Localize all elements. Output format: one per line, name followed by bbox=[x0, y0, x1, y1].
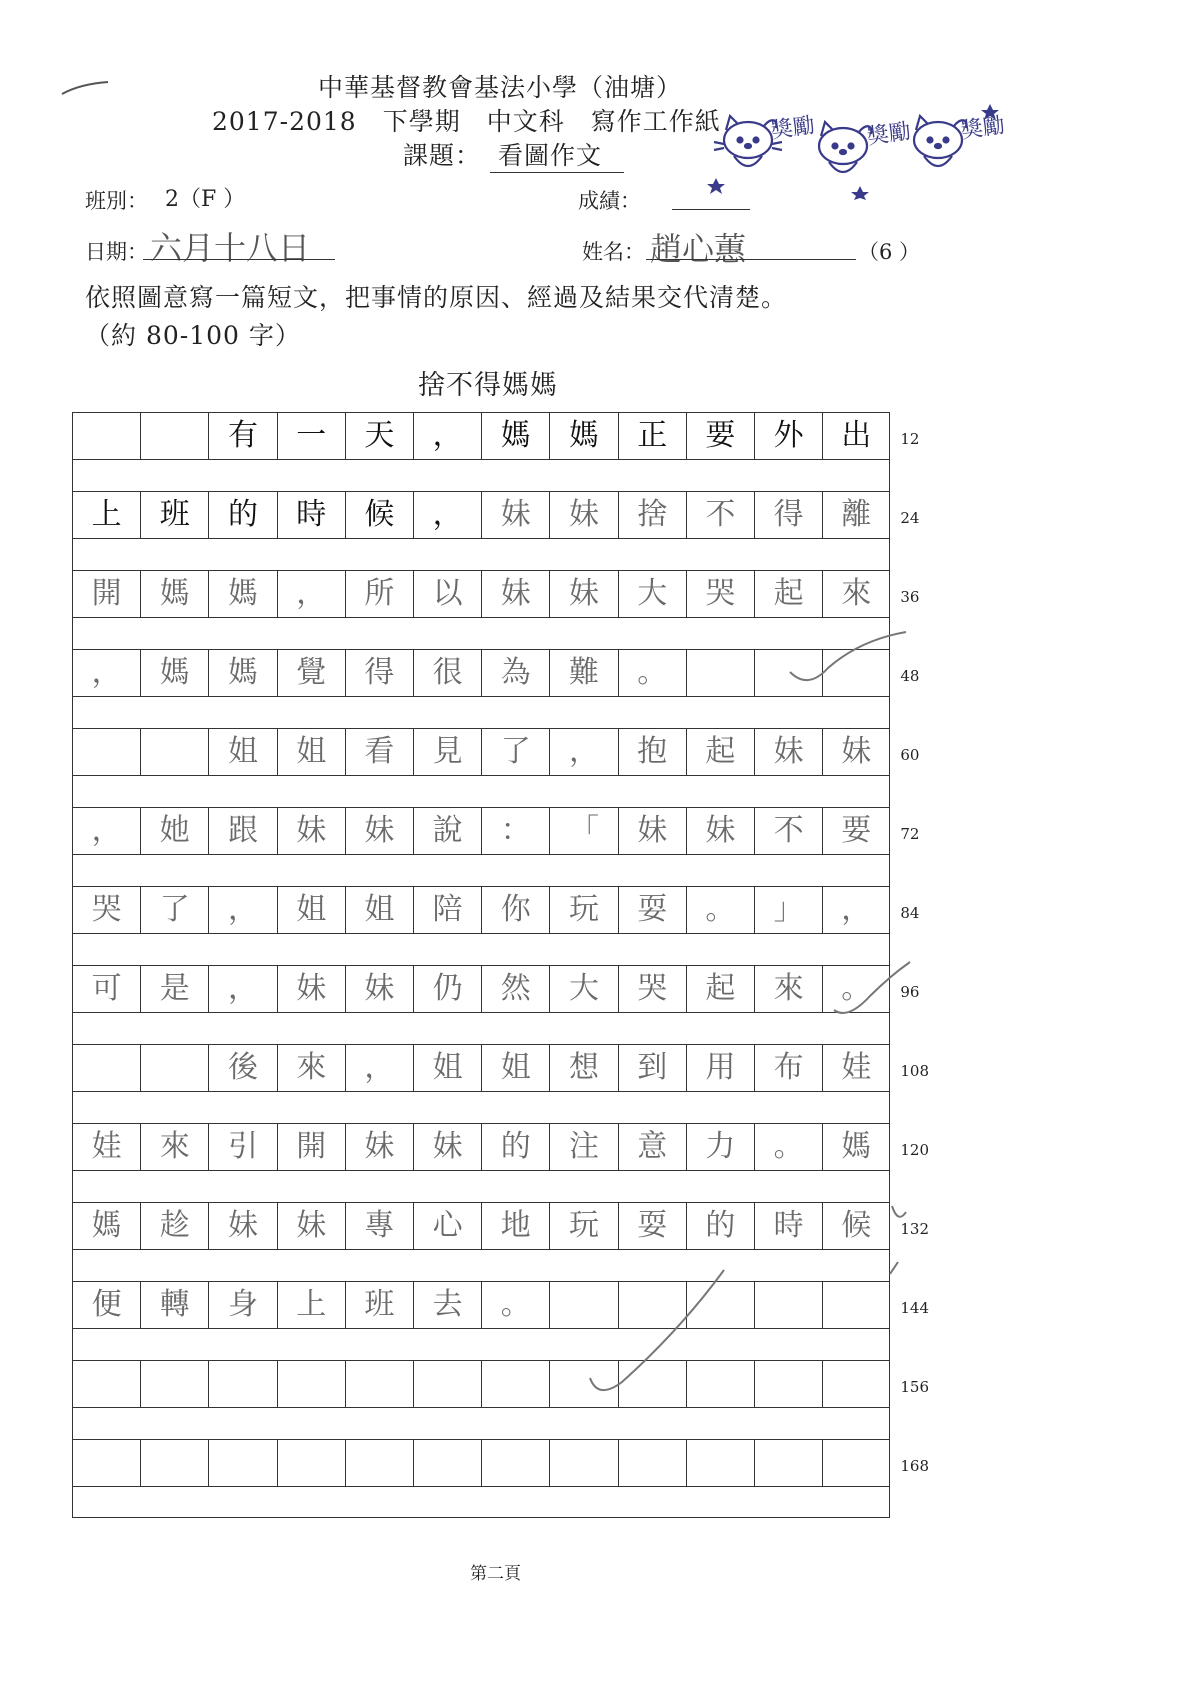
grid-cell bbox=[72, 728, 140, 776]
grid-cell: 所 bbox=[345, 570, 413, 618]
grid-cell: 不 bbox=[686, 491, 754, 539]
grid-cell: 來 bbox=[140, 1123, 208, 1171]
grid-cell: 。 bbox=[822, 965, 890, 1013]
grid-cell: 哭 bbox=[686, 570, 754, 618]
grid-cell: 離 bbox=[822, 491, 890, 539]
name-value: 趙心蕙 bbox=[650, 230, 747, 268]
grid-cell: 媽 bbox=[208, 570, 276, 618]
row-count-label: 156 bbox=[900, 1378, 930, 1396]
grid-cell bbox=[822, 1439, 890, 1487]
grid-cell: ， bbox=[208, 965, 276, 1013]
grid-cell bbox=[754, 1281, 822, 1329]
grid-cell: 見 bbox=[413, 728, 481, 776]
student-number: （6 ） bbox=[858, 240, 921, 264]
grid-cell: 妹 bbox=[208, 1202, 276, 1250]
grid-cell bbox=[549, 1439, 617, 1487]
grid-cell: 外 bbox=[754, 412, 822, 460]
grid-cell: 為 bbox=[481, 649, 549, 697]
grid-cell: 了 bbox=[481, 728, 549, 776]
grid-cell: 來 bbox=[277, 1044, 345, 1092]
grid-cell: 妹 bbox=[549, 491, 617, 539]
grid-cell: ， bbox=[208, 886, 276, 934]
grid-cell: 媽 bbox=[481, 412, 549, 460]
grid-cell: 便 bbox=[72, 1281, 140, 1329]
grid-cell bbox=[140, 1044, 208, 1092]
grid-cell: 妹 bbox=[277, 1202, 345, 1250]
grid-cell: 。 bbox=[754, 1123, 822, 1171]
grid-cell: 說 bbox=[413, 807, 481, 855]
grid-cell: 姐 bbox=[345, 886, 413, 934]
grid-cell: 上 bbox=[72, 491, 140, 539]
grid-cell bbox=[549, 1281, 617, 1329]
stamp-text-3: 獎勵 bbox=[959, 113, 1007, 144]
name-line bbox=[646, 259, 856, 260]
grid-cell bbox=[277, 1360, 345, 1408]
grid-cell: 妹 bbox=[345, 965, 413, 1013]
grid-cell bbox=[686, 649, 754, 697]
grid-cell: 班 bbox=[140, 491, 208, 539]
grid-cell bbox=[345, 1439, 413, 1487]
instruction-line1: 依照圖意寫一篇短文，把事情的原因、經過及結果交代清楚。 bbox=[85, 283, 788, 312]
grid-cell bbox=[822, 1360, 890, 1408]
grid-cell bbox=[208, 1360, 276, 1408]
grid-cell: ， bbox=[345, 1044, 413, 1092]
grid-cell: 得 bbox=[754, 491, 822, 539]
grid-cell: 妹 bbox=[345, 807, 413, 855]
grid-cell: 「 bbox=[549, 807, 617, 855]
grid-cell: 耍 bbox=[618, 886, 686, 934]
grid-cell bbox=[140, 412, 208, 460]
grid-cell: 趁 bbox=[140, 1202, 208, 1250]
grid-cell: 妹 bbox=[686, 807, 754, 855]
grid-cell: ， bbox=[413, 412, 481, 460]
instruction-line2: （約 80-100 字） bbox=[85, 321, 301, 350]
grid-cell: 很 bbox=[413, 649, 481, 697]
grid-cell: 上 bbox=[277, 1281, 345, 1329]
grid-cell: 起 bbox=[686, 728, 754, 776]
grid-cell: 專 bbox=[345, 1202, 413, 1250]
grid-spacer bbox=[72, 539, 890, 570]
grid-spacer bbox=[72, 618, 890, 649]
grid-cell: 姐 bbox=[413, 1044, 481, 1092]
grid-cell: 。 bbox=[618, 649, 686, 697]
grid-cell: 大 bbox=[549, 965, 617, 1013]
grid-cell bbox=[618, 1281, 686, 1329]
grid-cell: 大 bbox=[618, 570, 686, 618]
grid-spacer bbox=[72, 1092, 890, 1123]
grid-spacer bbox=[72, 1013, 890, 1044]
grid-cell: 的 bbox=[481, 1123, 549, 1171]
grid-cell: 可 bbox=[72, 965, 140, 1013]
grid-cell: 媽 bbox=[822, 1123, 890, 1171]
grid-cell: 候 bbox=[822, 1202, 890, 1250]
row-count-label: 12 bbox=[900, 430, 920, 448]
grid-cell: 妹 bbox=[345, 1123, 413, 1171]
grid-cell bbox=[72, 1360, 140, 1408]
grid-cell bbox=[72, 1439, 140, 1487]
grid-cell: 仍 bbox=[413, 965, 481, 1013]
grid-cell bbox=[481, 1439, 549, 1487]
date-label: 日期： bbox=[85, 240, 148, 264]
grid-cell bbox=[140, 1439, 208, 1487]
grid-cell: 妹 bbox=[549, 570, 617, 618]
grid-cell: 布 bbox=[754, 1044, 822, 1092]
tick-mark-4 bbox=[890, 1206, 906, 1274]
grid-cell: 跟 bbox=[208, 807, 276, 855]
row-count-label: 60 bbox=[900, 746, 920, 764]
stamp-text-1: 獎勵 bbox=[769, 113, 817, 144]
grid-cell: 覺 bbox=[277, 649, 345, 697]
grid-cell: 到 bbox=[618, 1044, 686, 1092]
grid-cell bbox=[686, 1281, 754, 1329]
grid-cell: 心 bbox=[413, 1202, 481, 1250]
grid-cell bbox=[72, 1044, 140, 1092]
grid-cell: 起 bbox=[754, 570, 822, 618]
grid-cell: 玩 bbox=[549, 886, 617, 934]
grid-cell: 妹 bbox=[277, 807, 345, 855]
grid-cell bbox=[549, 1360, 617, 1408]
row-count-label: 36 bbox=[900, 588, 920, 606]
grid-spacer bbox=[72, 776, 890, 807]
grid-cell: 你 bbox=[481, 886, 549, 934]
grid-cell: 哭 bbox=[618, 965, 686, 1013]
grid-cell: 不 bbox=[754, 807, 822, 855]
grid-cell: 媽 bbox=[140, 570, 208, 618]
grid-cell: 起 bbox=[686, 965, 754, 1013]
grid-cell: 來 bbox=[754, 965, 822, 1013]
grid-cell: 開 bbox=[72, 570, 140, 618]
grid-cell: 姐 bbox=[481, 1044, 549, 1092]
row-count-label: 48 bbox=[900, 667, 920, 685]
grid-cell bbox=[140, 728, 208, 776]
grid-cell: ， bbox=[72, 807, 140, 855]
grid-cell bbox=[686, 1360, 754, 1408]
row-count-label: 96 bbox=[900, 983, 920, 1001]
class-label: 班別： bbox=[85, 189, 148, 213]
grid-cell: 姐 bbox=[277, 728, 345, 776]
grid-cell bbox=[413, 1439, 481, 1487]
grid-cell: ， bbox=[822, 886, 890, 934]
grid-cell bbox=[208, 1439, 276, 1487]
grid-cell bbox=[481, 1360, 549, 1408]
grid-cell bbox=[822, 1281, 890, 1329]
grid-spacer bbox=[72, 1329, 890, 1360]
grid-cell: 妹 bbox=[277, 965, 345, 1013]
grid-cell: 看 bbox=[345, 728, 413, 776]
grid-cell: 媽 bbox=[549, 412, 617, 460]
grid-cell bbox=[140, 1360, 208, 1408]
grid-cell: 想 bbox=[549, 1044, 617, 1092]
grid-cell: 用 bbox=[686, 1044, 754, 1092]
grid-cell: ， bbox=[549, 728, 617, 776]
grid-cell: 耍 bbox=[618, 1202, 686, 1250]
grid-cell: 姐 bbox=[208, 728, 276, 776]
grid-cell: 妹 bbox=[822, 728, 890, 776]
grid-cell bbox=[686, 1439, 754, 1487]
grid-cell: 要 bbox=[686, 412, 754, 460]
grid-cell: 班 bbox=[345, 1281, 413, 1329]
row-count-label: 108 bbox=[900, 1062, 930, 1080]
row-count-label: 144 bbox=[900, 1299, 930, 1317]
grid-spacer bbox=[72, 1171, 890, 1202]
topic-value: 看圖作文 bbox=[490, 136, 624, 173]
topic-label: 課題： bbox=[403, 141, 482, 170]
grid-cell: 妹 bbox=[481, 491, 549, 539]
pen-stroke bbox=[62, 82, 108, 94]
grid-spacer bbox=[72, 1250, 890, 1281]
grid-cell bbox=[822, 649, 890, 697]
term-line: 2017-2018 下學期 中文科 寫作工作紙 bbox=[212, 107, 721, 136]
grid-cell: 娃 bbox=[72, 1123, 140, 1171]
row-count-label: 72 bbox=[900, 825, 920, 843]
row-count-label: 132 bbox=[900, 1220, 930, 1238]
grid-cell bbox=[345, 1360, 413, 1408]
grid-cell: 天 bbox=[345, 412, 413, 460]
grid-cell: 。 bbox=[481, 1281, 549, 1329]
grid-cell: 媽 bbox=[72, 1202, 140, 1250]
grid-cell: 妹 bbox=[754, 728, 822, 776]
grid-cell: 媽 bbox=[208, 649, 276, 697]
grid-cell bbox=[618, 1439, 686, 1487]
grid-cell: 妹 bbox=[481, 570, 549, 618]
grid-cell: 她 bbox=[140, 807, 208, 855]
grid-cell bbox=[72, 412, 140, 460]
grid-cell: 媽 bbox=[140, 649, 208, 697]
name-label: 姓名： bbox=[582, 240, 645, 264]
grid-cell: 哭 bbox=[72, 886, 140, 934]
grid-cell: 開 bbox=[277, 1123, 345, 1171]
grid-spacer bbox=[72, 1408, 890, 1439]
grid-cell: 正 bbox=[618, 412, 686, 460]
grid-cell: 是 bbox=[140, 965, 208, 1013]
grid-cell bbox=[754, 1360, 822, 1408]
date-line bbox=[143, 259, 335, 260]
grid-spacer bbox=[72, 855, 890, 886]
grid-cell: 要 bbox=[822, 807, 890, 855]
grid-cell: 地 bbox=[481, 1202, 549, 1250]
grid-cell: 陪 bbox=[413, 886, 481, 934]
grid-cell: 轉 bbox=[140, 1281, 208, 1329]
grid-cell: 以 bbox=[413, 570, 481, 618]
grid-cell: 玩 bbox=[549, 1202, 617, 1250]
grid-cell: 娃 bbox=[822, 1044, 890, 1092]
school-name: 中華基督教會基法小學（油塘） bbox=[318, 73, 683, 102]
grid-cell: 得 bbox=[345, 649, 413, 697]
grid-cell: 注 bbox=[549, 1123, 617, 1171]
grid-cell: ， bbox=[277, 570, 345, 618]
grid-cell: 有 bbox=[208, 412, 276, 460]
row-count-label: 24 bbox=[900, 509, 920, 527]
grid-cell: 然 bbox=[481, 965, 549, 1013]
grid-cell: 力 bbox=[686, 1123, 754, 1171]
stamp-text-2: 獎勵 bbox=[865, 119, 913, 150]
grid-cell: 後 bbox=[208, 1044, 276, 1092]
grid-spacer bbox=[72, 934, 890, 965]
grid-cell: 」 bbox=[754, 886, 822, 934]
grid-cell: 妹 bbox=[413, 1123, 481, 1171]
grid-cell: 難 bbox=[549, 649, 617, 697]
grid-cell: ， bbox=[72, 649, 140, 697]
page-footer: 第二頁 bbox=[470, 1564, 521, 1584]
grid-cell: 。 bbox=[686, 886, 754, 934]
grid-spacer bbox=[72, 697, 890, 728]
grid-cell: 候 bbox=[345, 491, 413, 539]
grid-cell bbox=[277, 1439, 345, 1487]
row-count-label: 120 bbox=[900, 1141, 930, 1159]
date-value: 六月十八日 bbox=[150, 229, 311, 267]
grid-cell bbox=[413, 1360, 481, 1408]
row-count-label: 84 bbox=[900, 904, 920, 922]
grade-line bbox=[672, 209, 750, 210]
grid-spacer bbox=[72, 460, 890, 491]
grid-cell: 一 bbox=[277, 412, 345, 460]
grid-spacer bbox=[72, 1487, 890, 1518]
essay-title: 捨不得媽媽 bbox=[418, 370, 558, 401]
grid-cell: 身 bbox=[208, 1281, 276, 1329]
grid-cell bbox=[754, 1439, 822, 1487]
grid-cell bbox=[754, 649, 822, 697]
grid-cell: 時 bbox=[277, 491, 345, 539]
grid-cell: 意 bbox=[618, 1123, 686, 1171]
grid-cell: 時 bbox=[754, 1202, 822, 1250]
grid-cell: 妹 bbox=[618, 807, 686, 855]
grid-cell: 的 bbox=[208, 491, 276, 539]
grid-cell: 抱 bbox=[618, 728, 686, 776]
grid-cell: 引 bbox=[208, 1123, 276, 1171]
grade-label: 成績： bbox=[578, 189, 641, 213]
row-count-label: 168 bbox=[900, 1457, 930, 1475]
grid-cell: 捨 bbox=[618, 491, 686, 539]
grid-cell: ， bbox=[413, 491, 481, 539]
grid-cell: 去 bbox=[413, 1281, 481, 1329]
class-value: 2（F ） bbox=[165, 187, 246, 212]
grid-cell: 出 bbox=[822, 412, 890, 460]
grid-cell: 來 bbox=[822, 570, 890, 618]
reward-stamp-icon bbox=[710, 100, 1007, 200]
grid-cell: 了 bbox=[140, 886, 208, 934]
grid-cell: 的 bbox=[686, 1202, 754, 1250]
grid-cell: ： bbox=[481, 807, 549, 855]
grid-cell bbox=[618, 1360, 686, 1408]
grid-cell: 姐 bbox=[277, 886, 345, 934]
